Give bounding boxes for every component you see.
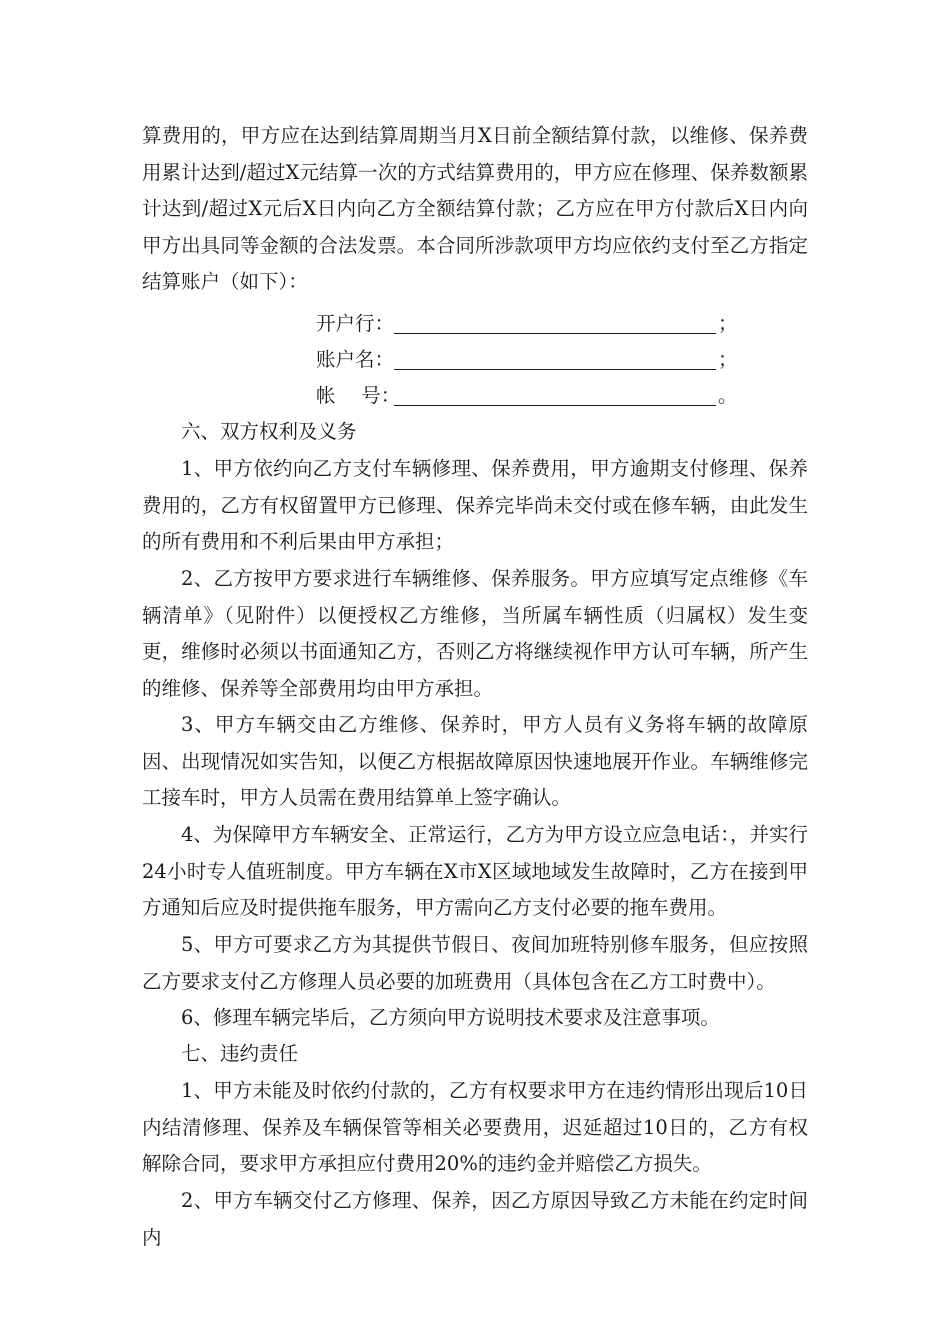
section-heading: 六、双方权利及义务 bbox=[181, 420, 357, 443]
bank-label: 帐 号： bbox=[316, 384, 401, 407]
clause-paragraph: 3、甲方车辆交由乙方维修、保养时，甲方人员有义务将车辆的故障原因、出现情况如实告知，以便乙方根据故障原因快速地展开作业。车辆维修完工接车时，甲方人员需在费用结算单上签字确认。 bbox=[142, 713, 808, 810]
account-number-blank-line bbox=[394, 405, 716, 406]
account-name-blank-line bbox=[394, 369, 716, 370]
clause-paragraph: 5、甲方可要求乙方为其提供节假日、夜间加班特别修车服务，但应按照乙方要求支付乙方修理人员必要的加班费用（具体包含在乙方工时费中）。 bbox=[142, 933, 808, 993]
clause-paragraph: 6、修理车辆完毕后，乙方须向甲方说明技术要求及注意事项。 bbox=[181, 1006, 720, 1029]
clause-paragraph: 2、甲方车辆交付乙方修理、保养，因乙方原因导致乙方未能在约定时间内 bbox=[142, 1189, 808, 1249]
bank-label: 开户行： bbox=[316, 312, 395, 335]
clause-paragraph: 4、为保障甲方车辆安全、正常运行，乙方为甲方设立应急电话：，并实行24小时专人值班制度。甲方车辆在X市X区域地域发生故障时，乙方在接到甲方通知后应及时提供拖车服务，甲方需向乙方支付必要的拖车费用。 bbox=[142, 823, 808, 920]
clause-paragraph: 1、甲方未能及时依约付款的，乙方有权要求甲方在违约情形出现后10日内结清修理、保养及车辆保管等相关必要费用，迟延超过10日的，乙方有权解除合同，要求甲方承担应付费用20%的违约金并赔偿乙方损失。 bbox=[142, 1079, 808, 1176]
bank-row-end: ； bbox=[718, 348, 738, 371]
clause-paragraph: 1、甲方依约向乙方支付车辆修理、保养费用，甲方逾期支付修理、保养费用的，乙方有权留置甲方已修理、保养完毕尚未交付或在修车辆，由此发生的所有费用和不利后果由甲方承担； bbox=[142, 457, 808, 554]
bank-row-end: ； bbox=[718, 312, 738, 335]
intro-paragraph: 算费用的，甲方应在达到结算周期当月X日前全额结算付款，以维修、保养费用累计达到/超过X元结算一次的方式结算费用的，甲方应在修理、保养数额累计达到/超过X元后X日内向乙方全额结算付款；乙方应在甲方付款后X日内向甲方出具同等金额的合法发票。本合同所涉款项甲方均应依约支付至乙方指定结算账户（如下）： bbox=[142, 124, 808, 294]
clause-paragraph: 2、乙方按甲方要求进行车辆维修、保养服务。甲方应填写定点维修《车辆清单》（见附件）以便授权乙方维修，当所属车辆性质（归属权）发生变更，维修时必须以书面通知乙方，否则乙方将继续视作甲方认可车辆，所产生的维修、保养等全部费用均由甲方承担。 bbox=[142, 567, 808, 700]
section-heading: 七、违约责任 bbox=[181, 1042, 299, 1065]
bank-row-end: 。 bbox=[718, 384, 738, 407]
bank-name-blank-line bbox=[394, 333, 716, 334]
bank-label: 账户名： bbox=[316, 348, 395, 371]
